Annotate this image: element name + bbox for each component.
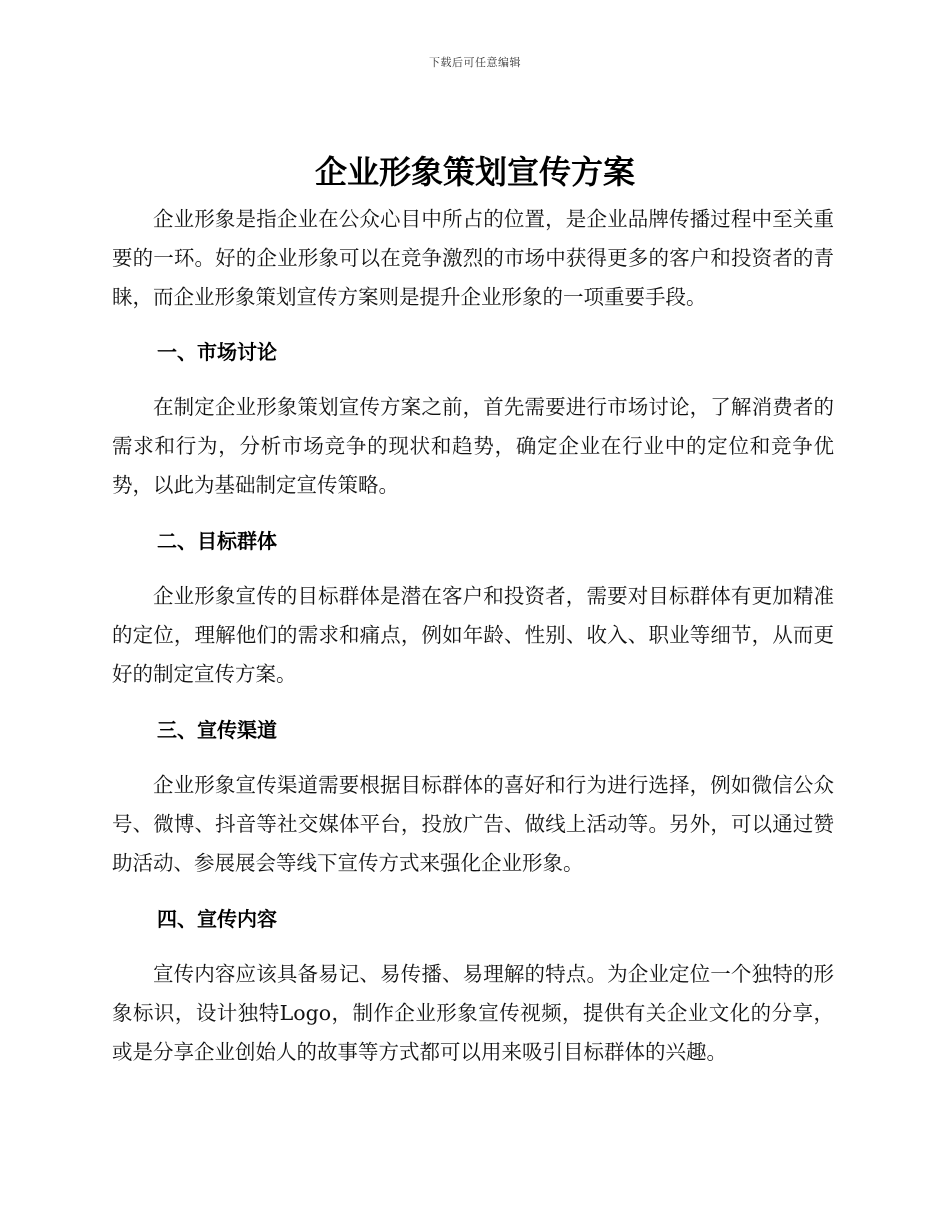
section-content	[112, 900, 834, 1072]
section-paragraph: 宣传内容应该具备易记、易传播、易理解的特点。为企业定位一个独特的形象标识，设计独特Logo，制作企业形象宣传视频，提供有关企业文化的分享，或是分享企业创始人的故事等方式都可以用来吸引目标群体的兴趣。	[112, 962, 834, 1064]
section-paragraph: 企业形象宣传的目标群体是潜在客户和投资者，需要对目标群体有更加精准的定位，理解他们的需求和痛点，例如年龄、性别、收入、职业等细节，从而更好的制定宣传方案。	[112, 584, 834, 686]
document-title: 企业形象策划宣传方案	[314, 153, 635, 191]
section-heading: 三、宣传渠道	[157, 718, 277, 742]
section-paragraph: 在制定企业形象策划宣传方案之前，首先需要进行市场讨论，了解消费者的需求和行为，分析市场竞争的现状和趋势，确定企业在行业中的定位和竞争优势，以此为基础制定宣传策略。	[112, 395, 834, 497]
section-market	[112, 333, 834, 505]
section-paragraph: 企业形象宣传渠道需要根据目标群体的喜好和行为进行选择，例如微信公众号、微博、抖音等社交媒体平台，投放广告、做线上活动等。另外，可以通过赞助活动、参展展会等线下宣传方式来强化企业形象。	[112, 773, 834, 875]
document-body	[112, 200, 834, 1089]
section-heading: 一、市场讨论	[157, 340, 277, 364]
section-target-group	[112, 522, 834, 694]
section-heading: 四、宣传内容	[157, 907, 277, 931]
intro-paragraph: 企业形象是指企业在公众心目中所占的位置，是企业品牌传播过程中至关重要的一环。好的企业形象可以在竞争激烈的市场中获得更多的客户和投资者的青睐，而企业形象策划宣传方案则是提升企业形象的一项重要手段。	[112, 207, 834, 309]
header-note: 下载后可任意编辑	[429, 56, 521, 69]
section-channels	[112, 711, 834, 883]
section-heading: 二、目标群体	[157, 529, 277, 553]
